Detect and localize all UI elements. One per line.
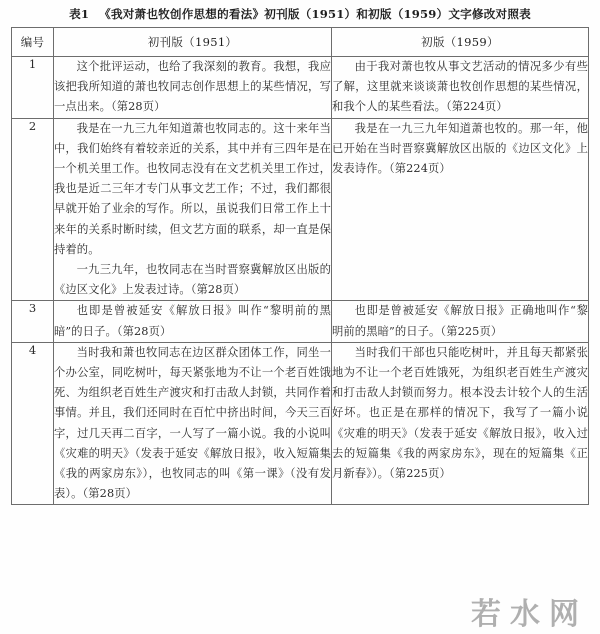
row-left-text-cell — [54, 301, 332, 342]
paragraph: 这个批评运动，也给了我深刻的教育。我想，我应该把我所知道的萧也牧同志创作思想上的某些情况，写一点出来。（第28页） — [54, 60, 331, 114]
row-right-text-cell — [332, 342, 589, 505]
paragraph: 也即是曾被延安《解放日报》正确地叫作“黎明前的黑暗”的日子。（第225页） — [332, 304, 588, 338]
table-caption-title: 《我对萧也牧创作思想的看法》初刊版（1951）和初版（1959）文字修改对照表 — [99, 7, 531, 21]
row-right-text-cell — [332, 57, 589, 119]
header-cell-first-book-edition: 初版（1959） — [332, 28, 589, 57]
table-row — [12, 301, 589, 342]
row-left-text-cell — [54, 118, 332, 301]
table-caption — [0, 6, 600, 22]
comparison-table — [11, 27, 589, 505]
header-cell-first-journal-edition: 初刊版（1951） — [54, 28, 332, 57]
table-caption-number: 表1 — [69, 7, 90, 21]
header-cell-no: 编号 — [12, 28, 54, 57]
row-left-text-cell — [54, 342, 332, 505]
site-watermark: 若水网 — [471, 597, 588, 632]
row-number-cell: 1 — [12, 57, 54, 119]
paragraph: 当时我们干部也只能吃树叶，并且每天都紧张地为不让一个老百姓饿死，为组织老百姓生产渡灾和打击敌人封锁而努力。根本没去计较个人的生活好坏。也正是在那样的情况下，我写了一篇小说《灾难的明天》（发表于延安《解放日报》，收入过去的短篇集《我的两家房东》，现在的短篇集《正月新春》）。（第225页） — [332, 345, 588, 481]
paragraph: 我是在一九三九年知道萧也牧同志的。这十来年当中，我们始终有着较亲近的关系，其中并有三四年是在一个机关里工作。也牧同志没有在文艺机关里工作过，我也是近二三年才专门从事文艺工作；不过，我们都很早就开始了业余的写作。所以，虽说我们日常工作上十来年的关系时断时续，但文艺方面的联系，却一直是保持着的。 — [54, 121, 331, 256]
paragraph: 一九三九年，也牧同志在当时晋察冀解放区出版的《边区文化》上发表过诗。（第28页） — [54, 263, 331, 297]
table-row — [12, 342, 589, 505]
paragraph: 由于我对萧也牧从事文艺活动的情况多少有些了解，这里就来谈谈萧也牧创作思想的某些情况，和我个人的某些看法。（第224页） — [332, 60, 588, 114]
row-number-cell: 2 — [12, 118, 54, 301]
row-number-cell: 4 — [12, 342, 54, 505]
paragraph: 我是在一九三九年知道萧也牧的。那一年，他已开始在当时晋察冀解放区出版的《边区文化》上发表诗作。（第224页） — [332, 121, 588, 176]
row-number-cell: 3 — [12, 301, 54, 342]
row-right-text-cell — [332, 118, 589, 301]
row-right-text-cell — [332, 301, 589, 342]
paragraph: 当时我和萧也牧同志在边区群众团体工作，同坐一个办公室，同吃树叶，每天紧张地为不让一个老百姓饿死、为组织老百姓生产渡灾和打击敌人封锁，共同作着事情。并且，我们还同时在百忙中挤出时间，今天三百字，过几天再二百字，一人写了一篇小说。我的小说叫《灾难的明天》（发表于延安《解放日报》，收入短篇集《我的两家房东》），也牧同志的叫《第一课》（没有发表）。（第28页） — [54, 345, 331, 501]
row-left-text-cell — [54, 57, 332, 119]
paragraph: 也即是曾被延安《解放日报》叫作“黎明前的黑暗”的日子。（第28页） — [54, 304, 331, 338]
table-row — [12, 57, 589, 119]
table-header-row — [12, 28, 589, 57]
table-row — [12, 118, 589, 301]
